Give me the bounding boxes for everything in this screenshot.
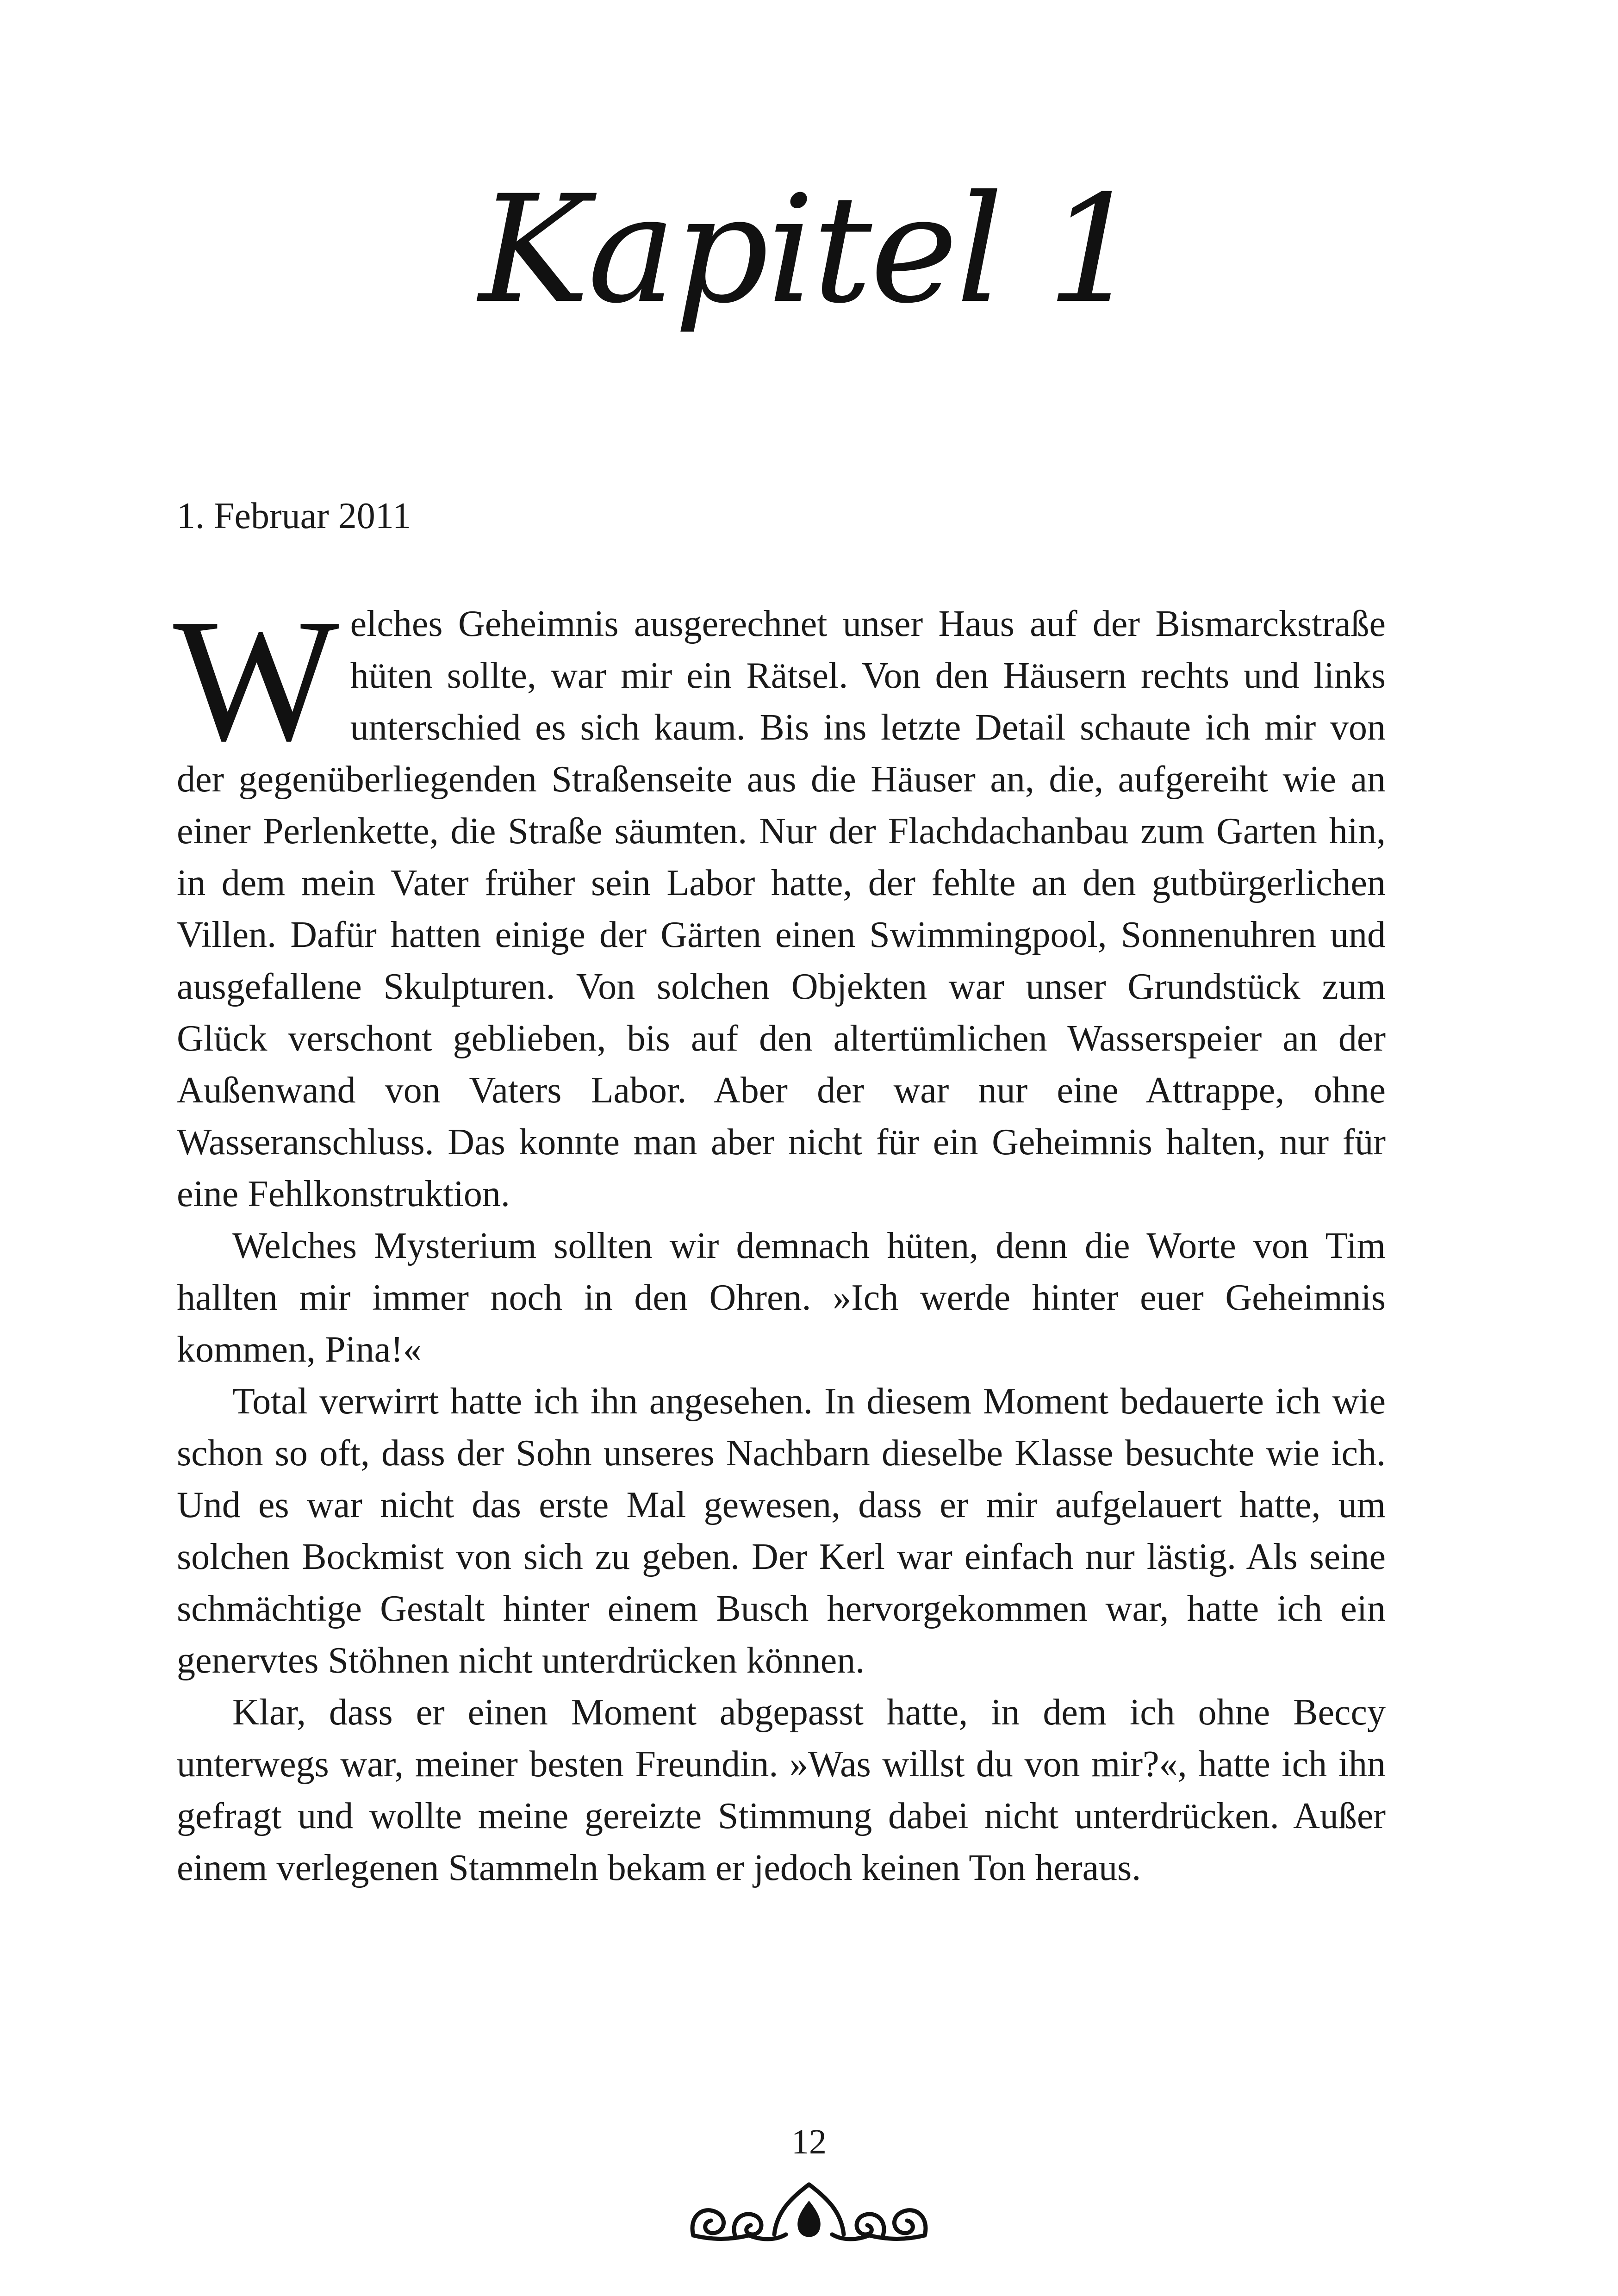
paragraph-2: Welches Mysterium sollten wir demnach hüten, denn die Worte von Tim hallten mir immer noch in den Ohren. »Ich werde hinter euer Geheimnis kommen, Pina!« bbox=[177, 1226, 1386, 1370]
paragraph-4: Klar, dass er einen Moment abgepasst hatte, in dem ich ohne Beccy unterwegs war, meiner besten Freundin. »Was willst du von mir?«, hatte ich ihn gefragt und wollte meine gereizte Stimmung dabei nicht unterdrücken. Außer einem verlegenen Stammeln bekam er jedoch keinen Ton heraus. bbox=[177, 1692, 1386, 1888]
chapter-date: 1. Februar 2011 bbox=[177, 496, 411, 536]
body-text bbox=[173, 583, 1386, 1894]
page-number: 12 bbox=[791, 2122, 827, 2161]
paragraph-1 bbox=[173, 583, 1386, 1220]
chapter-title: Kapitel 1 bbox=[479, 164, 1139, 336]
drop-cap: W bbox=[173, 583, 339, 778]
paragraph-1-text: elches Geheimnis ausgerechnet unser Haus auf der Bismarckstraße hüten sollte, war mir ein Rätsel. Von den Häusern rechts und links unterschied es sich kaum. Bis ins letzte Detail schaute ich mir von der gegenüberliegenden Straßenseite aus die Häuser an, die, aufgereiht wie an einer Perlenkette, die Straße säumten. Nur der Flachdachanbau zum Garten hin, in dem mein Vater früher sein Labor hatte, der fehlte an den gutbürgerlichen Villen. Dafür hatten einige der Gärten einen Swimmingpool, Sonnenuhren und ausgefallene Skulpturen. Von solchen Objekten war unser Grundstück zum Glück verschont geblieben, bis auf den altertümlichen Wasserspeier an der Außenwand von Vaters Labor. Aber der war nur eine Attrappe, ohne Wasseranschluss. Das konnte man aber nicht für ein Geheimnis halten, nur für eine Fehlkonstruktion. bbox=[177, 604, 1386, 1214]
paragraph-3: Total verwirrt hatte ich ihn angesehen. In diesem Moment bedauerte ich wie schon so oft, dass der Sohn unseres Nachbarn dieselbe Klasse besuchte wie ich. Und es war nicht das erste Mal gewesen, dass er mir aufgelauert hatte, um solchen Bockmist von sich zu geben. Der Kerl war einfach nur lästig. Als seine schmächtige Gestalt hinter einem Busch hervorgekommen war, hatte ich ein genervtes Stöhnen nicht unterdrücken können. bbox=[177, 1381, 1386, 1681]
flourish-ornament-icon bbox=[684, 2166, 934, 2249]
